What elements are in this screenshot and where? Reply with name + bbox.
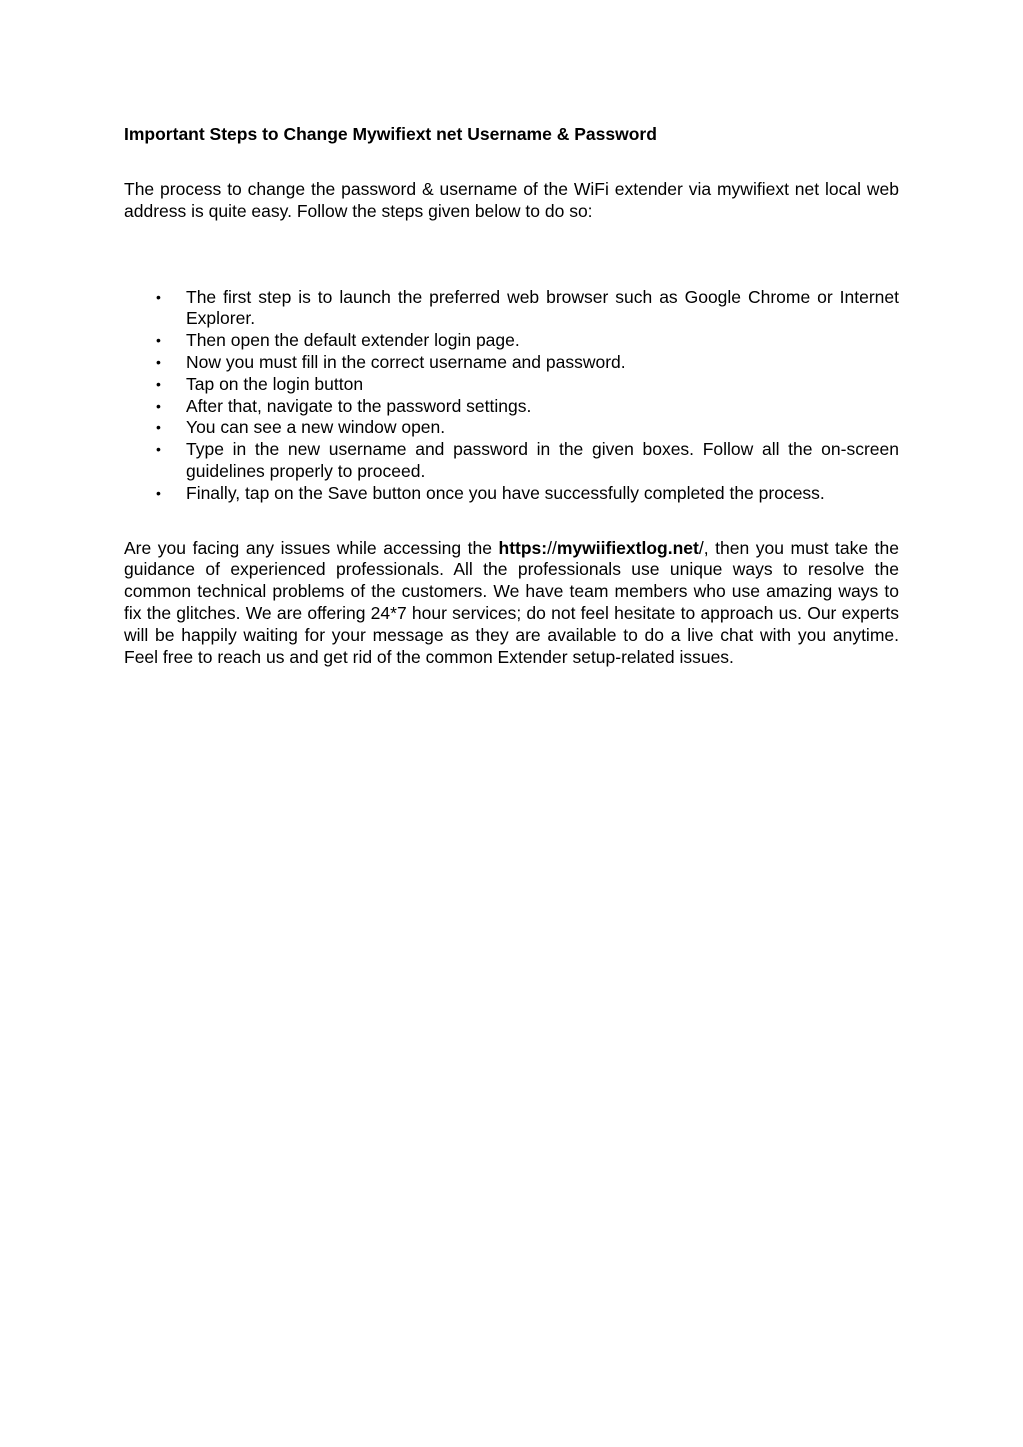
step-text: Now you must fill in the correct username and password. [186, 351, 626, 372]
document-page [124, 122, 899, 668]
list-item [124, 352, 899, 374]
website-link[interactable] [499, 538, 704, 558]
link-scheme: https: [498, 537, 548, 558]
list-item [124, 417, 899, 439]
step-text: Finally, tap on the Save button once you have successfully completed the process. [186, 482, 825, 503]
step-text: After that, navigate to the password settings. [186, 395, 532, 416]
list-item [124, 483, 899, 505]
step-text: Tap on the login button [186, 373, 364, 394]
intro-paragraph: The process to change the password & username of the WiFi extender via mywifiext net local web address is quite easy. Follow the steps given below to do so: [124, 179, 899, 221]
bullet-icon: • [156, 288, 161, 305]
closing-text-before: Are you facing any issues while accessing the [124, 537, 499, 558]
link-domain: mywiifiextlog.net [556, 537, 699, 558]
bullet-icon: • [156, 397, 161, 414]
list-item [124, 439, 899, 483]
document-title: Important Steps to Change Mywifiext net Username & Password [124, 124, 657, 144]
list-item [124, 374, 899, 396]
step-text: You can see a new window open. [186, 417, 446, 438]
bullet-icon: • [156, 441, 161, 458]
step-text: Then open the default extender login page. [186, 330, 520, 351]
list-item [124, 396, 899, 418]
step-text: The first step is to launch the preferred web browser such as Google Chrome or Internet Explorer. [186, 286, 899, 329]
list-item [124, 330, 899, 352]
list-item [124, 287, 899, 331]
bullet-icon: • [156, 353, 161, 370]
closing-text-after: , then you must take the guidance of experienced professionals. All the professionals use unique ways to resolve the common technical problems of the customers. We have team members who use amazing ways to fix the glitches. We are offering 24*7 hour services; do not feel hesitate to approach us. Our experts will be happily waiting for your message as they are available to do a live chat with you anytime. Feel free to reach us and get rid of the common Extender setup-related issues. [124, 537, 899, 667]
link-trailing-slash: / [698, 537, 704, 558]
step-text: Type in the new username and password in the given boxes. Follow all the on-screen guidelines properly to proceed. [186, 439, 899, 481]
bullet-icon: • [156, 484, 161, 501]
closing-paragraph [124, 538, 899, 669]
bullet-icon: • [156, 375, 161, 392]
link-slashes: // [547, 537, 557, 558]
bullet-icon: • [156, 332, 161, 349]
steps-list [124, 287, 899, 505]
bullet-icon: • [156, 419, 161, 436]
